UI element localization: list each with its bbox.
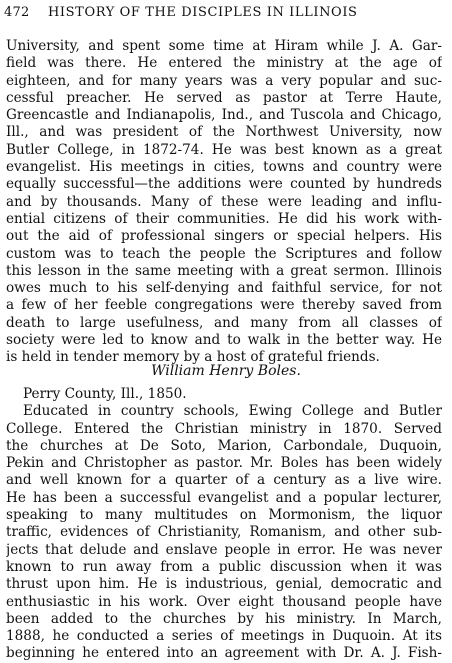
text-line: eighteen, and for many years was a very popular and suc- [6,72,442,89]
text-line: thrust upon him. He is industrious, genial, democratic and [6,576,442,593]
text-line: He has been a successful evangelist and a popular lecturer, [6,489,442,506]
text-line: death to large usefulness, and many from all classes of [6,314,442,331]
running-header [4,5,444,23]
text-line: is held in tender memory by a host of grateful friends. [6,349,380,366]
section-heading: William Henry Boles. [151,363,301,379]
text-line: Pekin and Christopher as pastor. Mr. Boles has been widely [6,455,442,472]
running-title: HISTORY OF THE DISCIPLES IN ILLINOIS [48,5,358,20]
text-line: and well known for a quarter of a century as a live wire. [6,472,442,489]
text-line: owes much to his self-denying and faithful service, for not [6,280,442,297]
text-line: College. Entered the Christian ministry in 1870. Served [6,420,442,437]
text-line: University, and spent some time at Hiram while J. A. Gar- [6,38,442,54]
paragraph-boles-biography [6,386,442,663]
text-line: known to run away from a public discussion when it was [6,558,442,575]
text-line: equally successful—the additions were counted by hundreds [6,176,442,193]
text-line: been added to the churches by his ministry. In March, [6,610,442,627]
text-line: 1888, he conducted a series of meetings in Duquoin. At its [6,628,442,645]
text-line: beginning he entered into an agreement with Dr. A. J. Fish- [6,645,442,662]
text-line: ential citizens of their communities. He did his work with- [6,210,442,227]
text-line: the churches at De Soto, Marion, Carbondale, Duquoin, [6,437,442,454]
text-line: Butler College, in 1872-74. He was best known as a great [6,141,442,158]
text-line: field was there. He entered the ministry at the age of [6,55,442,72]
paragraph-biography-continued [6,38,442,367]
page-number: 472 [4,5,30,20]
text-line: Educated in country schools, Ewing College and Butler [23,403,442,420]
text-line: enthusiastic in his work. Over eight thousand people have [6,593,442,610]
text-line: a few of her feeble congregations were thereby saved from [6,297,442,314]
text-line: this lesson in the same meeting with a great sermon. Illinois [6,262,442,279]
text-line: Greencastle and Indianapolis, Ind., and Tuscola and Chicago, [6,107,442,124]
text-line: cessful preacher. He served as pastor at Terre Haute, [6,89,442,106]
text-line: and by thousands. Many of these were leading and influ- [6,193,442,210]
text-line: jects that delude and enslave people in error. He was never [6,541,442,558]
text-line: speaking to many multitudes on Mormonism, the liquor [6,507,442,524]
text-line: evangelist. His meetings in cities, towns and country were [6,159,442,176]
text-line: custom was to teach the people the Scriptures and follow [6,245,442,262]
text-line: traffic, evidences of Christianity, Romanism, and other sub- [6,524,442,541]
text-line: society were led to know and to walk in the better way. He [6,332,442,349]
text-line: out the aid of professional singers or special helpers. His [6,228,442,245]
text-line: Perry County, Ill., 1850. [23,386,187,402]
text-line: Ill., and was president of the Northwest University, now [6,124,442,141]
